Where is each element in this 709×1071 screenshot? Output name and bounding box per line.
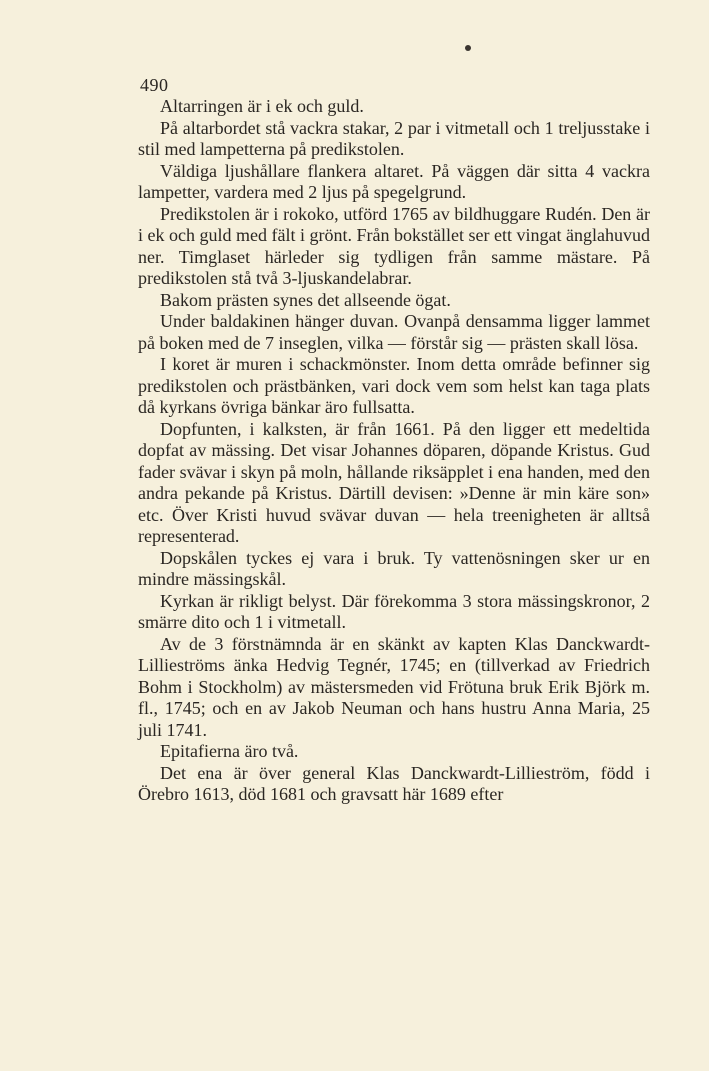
body-text xyxy=(138,96,650,806)
paragraph: I koret är muren i schackmönster. Inom detta område befinner sig predikstolen och prästbänken, vari dock vem som helst kan taga plats då kyrkans övriga bänkar äro fullsatta. xyxy=(138,354,650,417)
paragraph: På altarbordet stå vackra stakar, 2 par i vitmetall och 1 treljusstake i stil med lampetterna på predikstolen. xyxy=(138,117,650,159)
paragraph: Dopskålen tyckes ej vara i bruk. Ty vattenösningen sker ur en mindre mässingskål. xyxy=(138,547,650,589)
paragraph: Epitafierna äro två. xyxy=(160,741,299,761)
paragraph: Altarringen är i ek och guld. xyxy=(160,96,364,116)
paragraph: Av de 3 förstnämnda är en skänkt av kapten Klas Danckwardt-Lillieströms änka Hedvig Tegnér, 1745; en (tillverkad av Friedrich Bohm i Stockholm) av mästersmeden vid Frötuna bruk Erik Björk m. fl., 1745; och en av Jakob Neuman och hans hustru Anna Maria, 25 juli 1741. xyxy=(138,633,650,740)
paragraph: Predikstolen är i rokoko, utförd 1765 av bildhuggare Rudén. Den är i ek och guld med fält i grönt. Från bokstället ser ett vingat änglahuvud ner. Timglaset härleder sig tydligen från samme mästare. På predikstolen stå två 3-ljuskandelabrar. xyxy=(138,203,650,288)
paragraph: Bakom prästen synes det allseende ögat. xyxy=(160,289,451,310)
paragraph: Det ena är över general Klas Danckwardt-Lillieström, född i Örebro 1613, död 1681 och gravsatt här 1689 efter xyxy=(138,762,650,804)
paragraph: Dopfunten, i kalksten, är från 1661. På den ligger ett medeltida dopfat av mässing. Det visar Johannes döparen, döpande Kristus. Gud fader svävar i skyn på moln, hållande riksäpplet i ena handen, med den andra pekande på Kristus. Därtill devisen: »Denne är min käre son» etc. Över Kristi huvud svävar duvan — hela treenigheten är alltså representerad. xyxy=(138,418,650,546)
paragraph: Kyrkan är rikligt belyst. Där förekomma 3 stora mässingskronor, 2 smärre dito och 1 i vitmetall. xyxy=(138,590,650,632)
page-number: 490 xyxy=(140,75,169,95)
paragraph: Under baldakinen hänger duvan. Ovanpå densamma ligger lammet på boken med de 7 inseglen, vilka — förstår sig — prästen skall lösa. xyxy=(138,311,650,353)
paragraph: Väldiga ljushållare flankera altaret. På väggen där sitta 4 vackra lampetter, vardera med 2 ljus på spegelgrund. xyxy=(138,160,650,202)
ink-dot-mark xyxy=(465,45,471,51)
